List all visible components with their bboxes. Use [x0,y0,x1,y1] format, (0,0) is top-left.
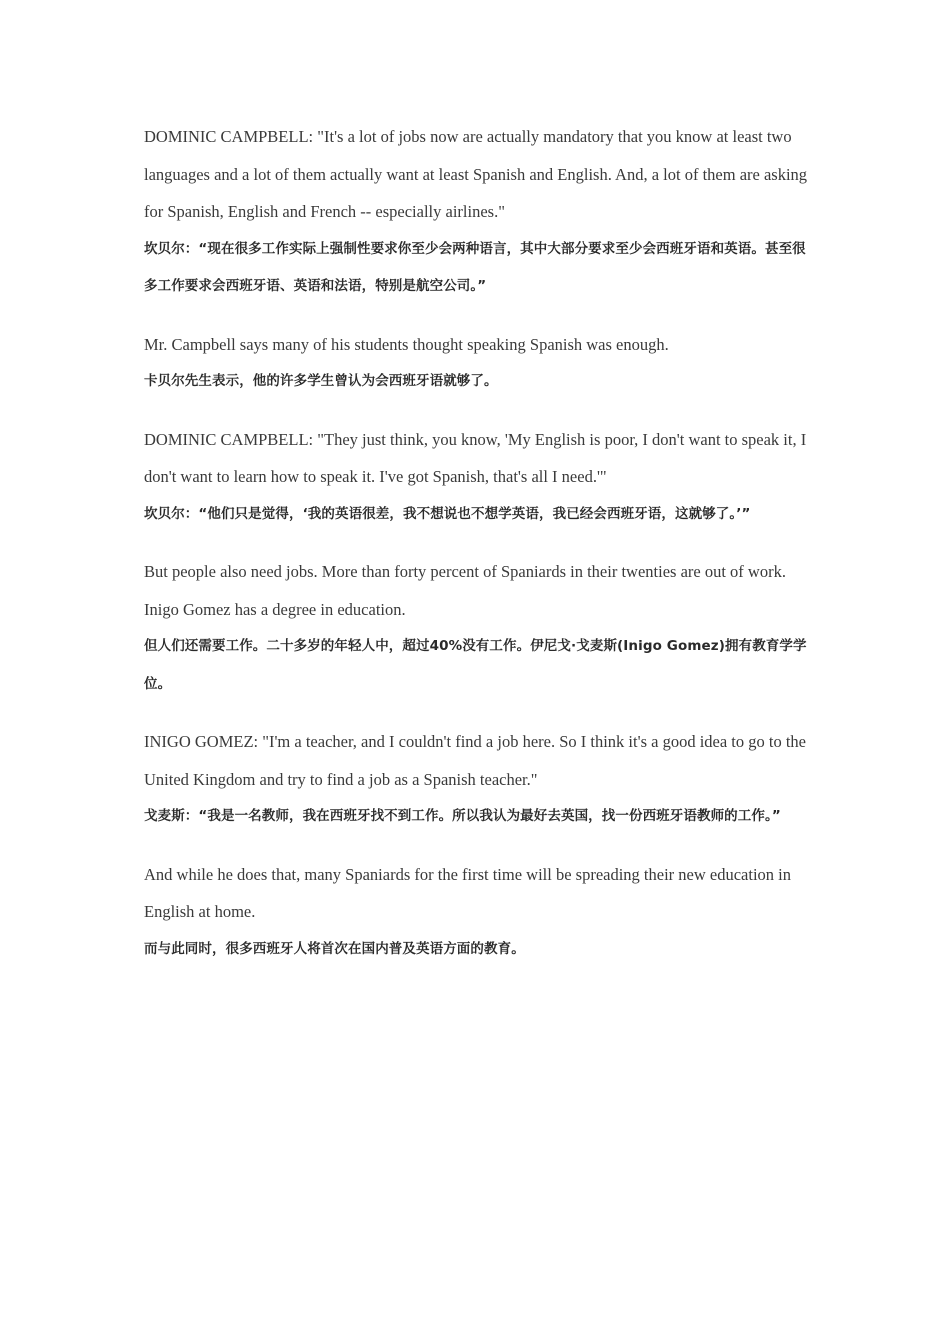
chinese-translation: 坎贝尔：“现在很多工作实际上强制性要求你至少会两种语言，其中大部分要求至少会西班牙语和英语。甚至很多工作要求会西班牙语、英语和法语，特别是航空公司。” [144,240,806,294]
english-text: INIGO GOMEZ: "I'm a teacher, and I couldn't find a job here. So I think it's a good idea to go to the United Kingdom and try to find a job as a Spanish teacher." [144,732,806,789]
chinese-translation: 坎贝尔：“他们只是觉得，‘我的英语很差，我不想说也不想学英语，我已经会西班牙语，这就够了。’” [144,505,751,522]
paragraph-5 [144,723,810,836]
chinese-translation: 而与此同时，很多西班牙人将首次在国内普及英语方面的教育。 [144,940,525,957]
paragraph-3 [144,421,810,534]
english-text: Mr. Campbell says many of his students thought speaking Spanish was enough. [144,334,669,354]
english-text: DOMINIC CAMPBELL: "They just think, you know, 'My English is poor, I don't want to speak it, I don't want to learn how to speak it. I've got Spanish, that's all I need.'" [144,429,807,486]
paragraph-2 [144,326,810,401]
paragraph-6 [144,856,810,969]
english-text: And while he does that, many Spaniards for the first time will be spreading their new education in English at home. [144,864,792,921]
english-text: But people also need jobs. More than forty percent of Spaniards in their twenties are out of work. Inigo Gomez has a degree in education. [144,562,786,619]
document-body [144,118,810,988]
chinese-translation: 卡贝尔先生表示，他的许多学生曾认为会西班牙语就够了。 [144,373,498,389]
chinese-translation: 戈麦斯：“我是一名教师，我在西班牙找不到工作。所以我认为最好去英国，找一份西班牙语教师的工作。” [144,808,781,824]
chinese-translation: 但人们还需要工作。二十多岁的年轻人中，超过40%没有工作。伊尼戈·戈麦斯(Inigo Gomez)拥有教育学学位。 [144,638,807,692]
english-text: DOMINIC CAMPBELL: "It's a lot of jobs now are actually mandatory that you know at least two languages and a lot of them actually want at least Spanish and English. And, a lot of them are asking for Spanish, English and French -- especially airlines." [144,127,808,221]
paragraph-1 [144,118,810,306]
paragraph-4 [144,553,810,703]
